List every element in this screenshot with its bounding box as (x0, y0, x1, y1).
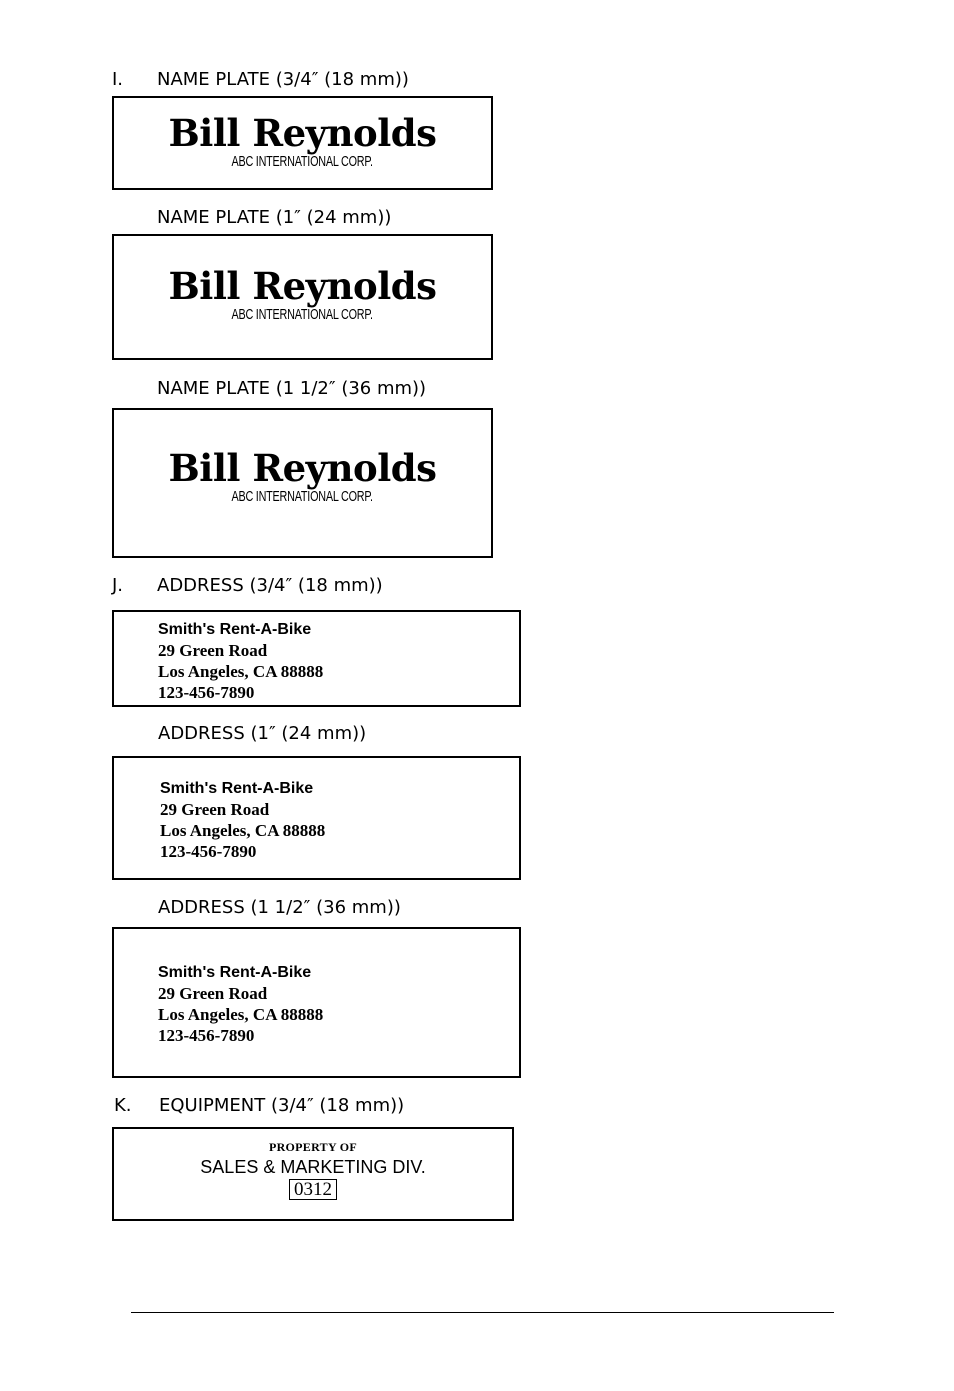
property-of-text: PROPERTY OF (268, 1140, 358, 1154)
name-plate-36mm (112, 408, 493, 558)
section-label-k: K. (114, 1095, 132, 1116)
name-plate-24mm (112, 234, 493, 360)
heading-text: ADDRESS (1″ (24 mm)) (158, 723, 367, 744)
plate-company: ABC INTERNATIONAL CORP. (231, 487, 374, 505)
address-line: 29 Green Road (160, 800, 270, 819)
heading-text: ADDRESS (1 1/2″ (36 mm)) (158, 897, 401, 918)
footer-rule (131, 1312, 834, 1313)
equipment-code: 0312 (289, 1179, 337, 1200)
address-line: Smith's Rent-A-Bike (160, 780, 314, 797)
address-lines (158, 962, 323, 1046)
address-line: Los Angeles, CA 88888 (158, 1005, 324, 1024)
address-line: 123-456-7890 (160, 842, 257, 861)
plate-company: ABC INTERNATIONAL CORP. (231, 305, 374, 323)
address-label-36mm (112, 927, 521, 1078)
heading-text: NAME PLATE (3/4″ (18 mm)) (157, 69, 409, 90)
address-line: Smith's Rent-A-Bike (158, 621, 312, 638)
division-text: SALES & MARKETING DIV. (200, 1157, 426, 1177)
address-label-24mm (112, 756, 521, 880)
heading-name-plate-24mm (157, 207, 391, 229)
plate-company: ABC INTERNATIONAL CORP. (231, 152, 374, 170)
plate-name: Bill Reynolds (168, 445, 437, 490)
address-line: 123-456-7890 (158, 683, 255, 702)
plate-name: Bill Reynolds (168, 263, 437, 308)
name-plate-18mm (112, 96, 493, 190)
equipment-label-18mm (112, 1127, 514, 1221)
heading-text: NAME PLATE (1 1/2″ (36 mm)) (157, 378, 427, 399)
plate-name: Bill Reynolds (168, 110, 437, 155)
heading-address-36mm (158, 897, 401, 919)
address-lines (158, 619, 323, 703)
address-lines (160, 778, 325, 862)
address-line: 29 Green Road (158, 984, 268, 1003)
section-label-j: J. (112, 575, 124, 596)
heading-text: ADDRESS (3/4″ (18 mm)) (157, 575, 383, 596)
address-line: Los Angeles, CA 88888 (158, 662, 324, 681)
section-label-i: I. (112, 69, 124, 90)
heading-name-plate-36mm (157, 378, 426, 400)
heading-text: EQUIPMENT (3/4″ (18 mm)) (159, 1095, 405, 1116)
address-line: Smith's Rent-A-Bike (158, 964, 312, 981)
heading-address-24mm (158, 723, 366, 745)
heading-text: NAME PLATE (1″ (24 mm)) (157, 207, 392, 228)
address-line: 123-456-7890 (158, 1026, 255, 1045)
address-label-18mm (112, 610, 521, 707)
address-line: Los Angeles, CA 88888 (160, 821, 326, 840)
address-line: 29 Green Road (158, 641, 268, 660)
